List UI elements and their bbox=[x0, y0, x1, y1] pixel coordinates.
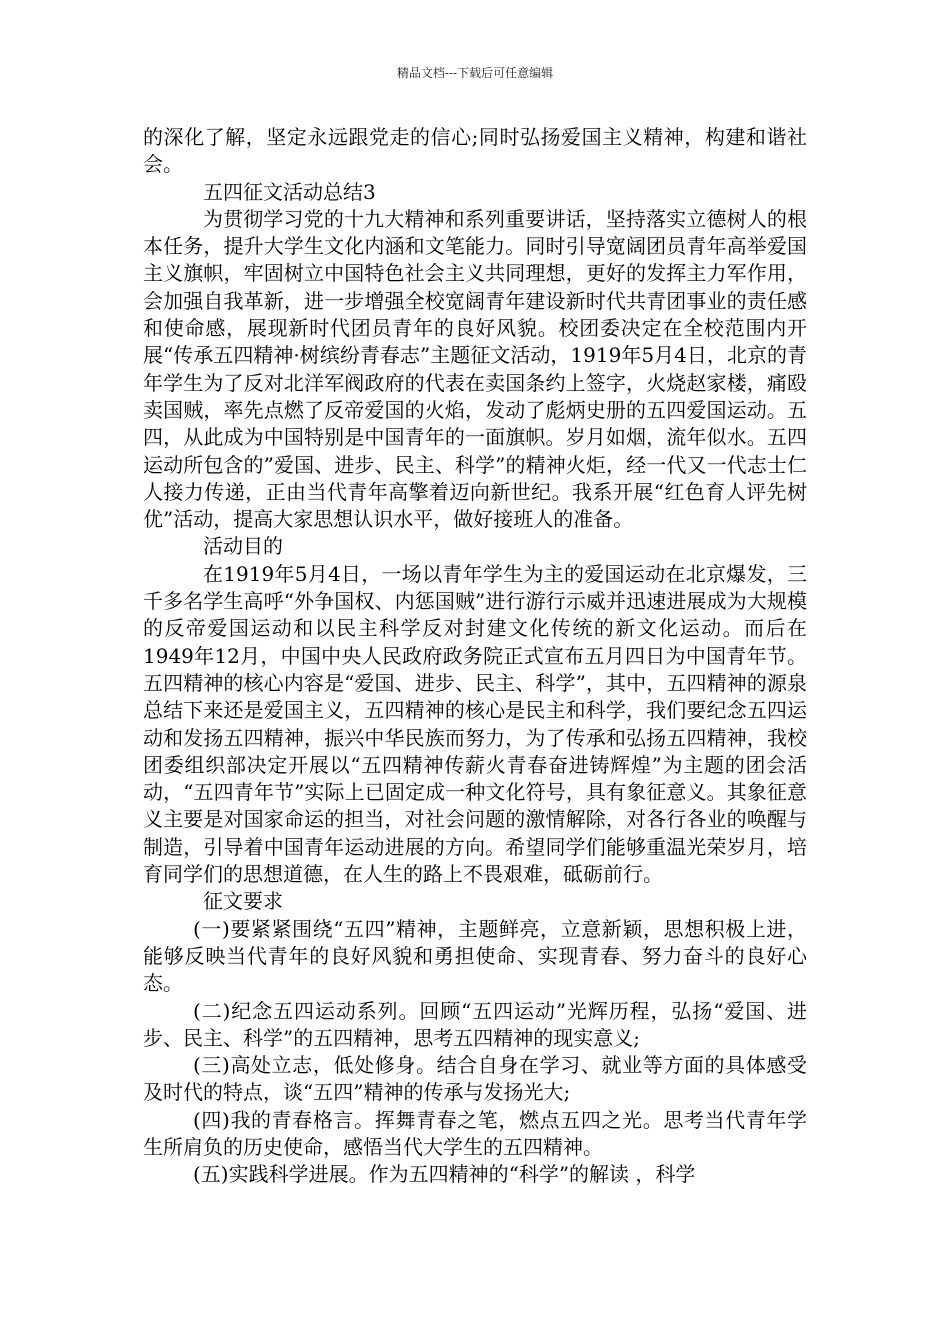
document-body bbox=[143, 124, 807, 1189]
paragraph-purpose: 在1919年5月4日，一场以青年学生为主的爱国运动在北京爆发，三千多名学生高呼“外争国权、内惩国贼”进行游行示威并迅速进展成为大规模的反帝爱国运动和以民主科学反对封建文化传统的新文化运动。而后在1949年12月，中国中央人民政府政务院正式宣布五月四日为中国青年节。五四精神的核心内容是“爱国、进步、民主、科学”，其中，五四精神的源泉总结下来还是爱国主义，五四精神的核心是民主和科学，我们要纪念五四运动和发扬五四精神，振兴中华民族而努力，为了传承和弘扬五四精神，我校团委组织部决定开展以“五四精神传薪火青春奋进铸辉煌”为主题的团会活动，“五四青年节”实际上已固定成一种文化符号，具有象征意义。其象征意义主要是对国家命运的担当，对社会问题的激情解除，对各行各业的唤醒与制造，引导着中国青年运动进展的方向。希望同学们能够重温光荣岁月，培育同学们的思想道德，在人生的路上不畏艰难，砥砺前行。 bbox=[143, 561, 807, 887]
paragraph-continuation: 的深化了解，坚定永远跟党走的信心;同时弘扬爱国主义精神，构建和谐社会。 bbox=[143, 125, 807, 177]
requirement-item-1: (一)要紧紧围绕“五四”精神，主题鲜亮，立意新颖，思想积极上进，能够反映当代青年的良好风貌和勇担使命、实现青春、努力奋斗的良好心态。 bbox=[143, 916, 807, 996]
section-heading-requirements: 征文要求 bbox=[203, 889, 283, 914]
section-title: 五四征文活动总结3 bbox=[203, 179, 376, 204]
requirement-item-2: (二)纪念五四运动系列。回顾“五四运动”光辉历程，弘扬“爱国、进步、民主、科学”的五四精神，思考五四精神的现实意义; bbox=[143, 998, 807, 1050]
requirement-item-3: (三)高处立志，低处修身。结合自身在学习、就业等方面的具体感受及时代的特点，谈“五四”精神的传承与发扬光大; bbox=[143, 1053, 807, 1105]
section-heading-purpose: 活动目的 bbox=[203, 534, 283, 559]
paragraph-intro: 为贯彻学习党的十九大精神和系列重要讲话，坚持落实立德树人的根本任务，提升大学生文化内涵和文笔能力。同时引导宽阔团员青年高举爱国主义旗帜，牢固树立中国特色社会主义共同理想，更好的发挥主力军作用，会加强自我革新，进一步增强全校宽阔青年建设新时代共青团事业的责任感和使命感，展现新时代团员青年的良好风貌。校团委决定在全校范围内开展“传承五四精神·树缤纷青春志”主题征文活动，1919年5月4日，北京的青年学生为了反对北洋军阀政府的代表在卖国条约上签字，火烧赵家楼，痛殴卖国贼，率先点燃了反帝爱国的火焰，发动了彪炳史册的五四爱国运动。五四，从此成为中国特别是中国青年的一面旗帜。岁月如烟，流年似水。五四运动所包含的”爱国、进步、民主、科学”的精神火炬，经一代又一代志士仁人接力传递，正由当代青年高擎着迈向新世纪。我系开展“红色育人评先树优”活动，提高大家思想认识水平，做好接班人的准备。 bbox=[143, 206, 807, 532]
page-header: 精品文档---下载后可任意编辑 bbox=[396, 66, 554, 80]
requirement-item-5: (五)实践科学进展。作为五四精神的“科学”的解读 ，科学 bbox=[193, 1162, 696, 1187]
requirement-item-4: (四)我的青春格言。挥舞青春之笔，燃点五四之光。思考当代青年学生所肩负的历史使命，感悟当代大学生的五四精神。 bbox=[143, 1107, 807, 1159]
